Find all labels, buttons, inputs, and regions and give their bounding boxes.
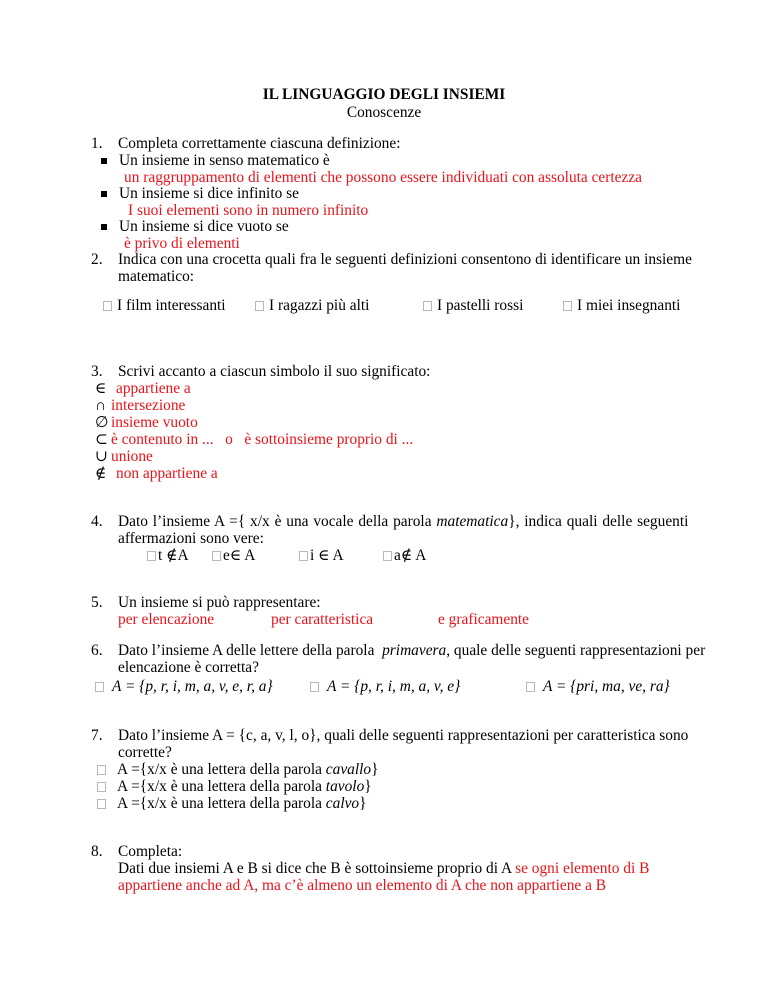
symbol-row-empty-set: ∅ insieme vuoto xyxy=(95,414,198,431)
q4-option-1[interactable]: t ∉A xyxy=(147,547,189,565)
symbol-row-element-of: ∈ appartiene a xyxy=(95,380,191,397)
q2-option-2[interactable]: I ragazzi più alti xyxy=(255,297,369,315)
page-subtitle: Conoscenze xyxy=(346,104,422,121)
subset-symbol: ⊂ xyxy=(95,431,108,448)
q1-item-1-answer: un raggruppamento di elementi che possono essere individuati con assoluta certezza xyxy=(124,169,642,186)
q2-option-1[interactable]: I film interessanti xyxy=(103,297,226,315)
q6-option-3[interactable]: A = {pri, ma, ve, ra} xyxy=(526,678,670,696)
symbol-row-union: ∪ unione xyxy=(95,448,153,465)
q5-answer-2: per caratteristica xyxy=(271,611,374,628)
q2-text-line1: Indica con una crocetta quali fra le seguenti definizioni consentono di identificare un insieme xyxy=(118,251,692,268)
q2-text-line2: matematico: xyxy=(118,268,195,285)
q1-item-2-label: Un insieme si dice infinito se xyxy=(119,185,299,202)
q3-text: Scrivi accanto a ciascun simbolo il suo significato: xyxy=(118,363,431,380)
checkbox-icon[interactable] xyxy=(383,551,392,561)
q4-number: 4. xyxy=(91,513,103,530)
bullet-icon xyxy=(101,224,107,230)
q1-item-3-answer: è privo di elementi xyxy=(124,235,240,252)
bullet-icon xyxy=(101,158,107,164)
checkbox-icon[interactable] xyxy=(299,551,308,561)
checkbox-icon[interactable] xyxy=(103,301,112,311)
q5-number: 5. xyxy=(91,594,103,611)
q4-option-4[interactable]: a∉ A xyxy=(383,547,426,565)
symbol-row-not-element-of: ∉ non appartiene a xyxy=(95,465,218,482)
q7-option-3[interactable]: A ={x/x è una lettera della parola calvo} xyxy=(97,795,367,813)
q8-text: Completa: xyxy=(118,843,183,860)
checkbox-icon[interactable] xyxy=(310,682,319,692)
checkbox-icon[interactable] xyxy=(95,682,104,692)
q5-text: Un insieme si può rappresentare: xyxy=(118,594,321,611)
empty-set-symbol: ∅ xyxy=(95,414,109,431)
q1-number: 1. xyxy=(91,135,103,152)
checkbox-icon[interactable] xyxy=(97,799,106,809)
q8-definition-line1: Dati due insiemi A e B si dice che B è sottoinsieme proprio di A se ogni elemento di B xyxy=(118,860,650,877)
page-title: IL LINGUAGGIO DEGLI INSIEMI xyxy=(262,86,506,103)
q5-answer-1: per elencazione xyxy=(118,611,215,628)
checkbox-icon[interactable] xyxy=(212,551,221,561)
union-symbol: ∪ xyxy=(95,448,108,465)
q4-text-line2: affermazioni sono vere: xyxy=(118,530,264,547)
q8-number: 8. xyxy=(91,843,103,860)
q6-text-line2: elencazione è corretta? xyxy=(118,659,259,676)
q1-text: Completa correttamente ciascuna definizione: xyxy=(118,135,401,152)
checkbox-icon[interactable] xyxy=(255,301,264,311)
q7-option-1[interactable]: A ={x/x è una lettera della parola cavallo} xyxy=(97,761,379,779)
checkbox-icon[interactable] xyxy=(97,765,106,775)
not-element-of-symbol: ∉ xyxy=(95,465,107,482)
q2-option-4[interactable]: I miei insegnanti xyxy=(563,297,680,315)
symbol-row-intersection: ∩ intersezione xyxy=(95,397,186,414)
checkbox-icon[interactable] xyxy=(147,551,156,561)
q7-text-line1: Dato l’insieme A = {c, a, v, l, o}, quali delle seguenti rappresentazioni per caratteristica sono xyxy=(118,727,689,744)
q6-number: 6. xyxy=(91,642,103,659)
q8-definition-line2: appartiene anche ad A, ma c’è almeno un elemento di A che non appartiene a B xyxy=(118,877,607,894)
q2-option-3[interactable]: I pastelli rossi xyxy=(423,297,523,315)
q6-text-line1: Dato l’insieme A delle lettere della parola primavera, quale delle seguenti rappresentazioni per xyxy=(118,642,706,659)
q5-answer-3: e graficamente xyxy=(438,611,529,628)
symbol-row-subset: ⊂ è contenuto in ... o è sottoinsieme proprio di ... xyxy=(95,431,414,448)
checkbox-icon[interactable] xyxy=(563,301,572,311)
q1-item-1-label: Un insieme in senso matematico è xyxy=(119,152,330,169)
q4-text-line1: Dato l’insieme A ={ x/x è una vocale della parola matematica}, indica quali delle seguenti xyxy=(118,513,689,530)
q1-item-3-label: Un insieme si dice vuoto se xyxy=(119,218,289,235)
checkbox-icon[interactable] xyxy=(423,301,432,311)
q6-option-1[interactable]: A = {p, r, i, m, a, v, e, r, a} xyxy=(95,678,273,696)
checkbox-icon[interactable] xyxy=(526,682,535,692)
checkbox-icon[interactable] xyxy=(97,782,106,792)
q4-option-2[interactable]: e∈ A xyxy=(212,547,255,565)
q7-option-2[interactable]: A ={x/x è una lettera della parola tavolo} xyxy=(97,778,372,796)
q2-number: 2. xyxy=(91,251,103,268)
bullet-icon xyxy=(101,191,107,197)
intersection-symbol: ∩ xyxy=(95,397,107,414)
q3-number: 3. xyxy=(91,363,103,380)
q1-item-2-answer: I suoi elementi sono in numero infinito xyxy=(128,202,369,219)
q7-number: 7. xyxy=(91,727,103,744)
q7-text-line2: corrette? xyxy=(118,744,172,761)
element-of-symbol: ∈ xyxy=(95,380,107,397)
q4-option-3[interactable]: i ∈ A xyxy=(299,547,344,565)
q6-option-2[interactable]: A = {p, r, i, m, a, v, e} xyxy=(310,678,460,696)
